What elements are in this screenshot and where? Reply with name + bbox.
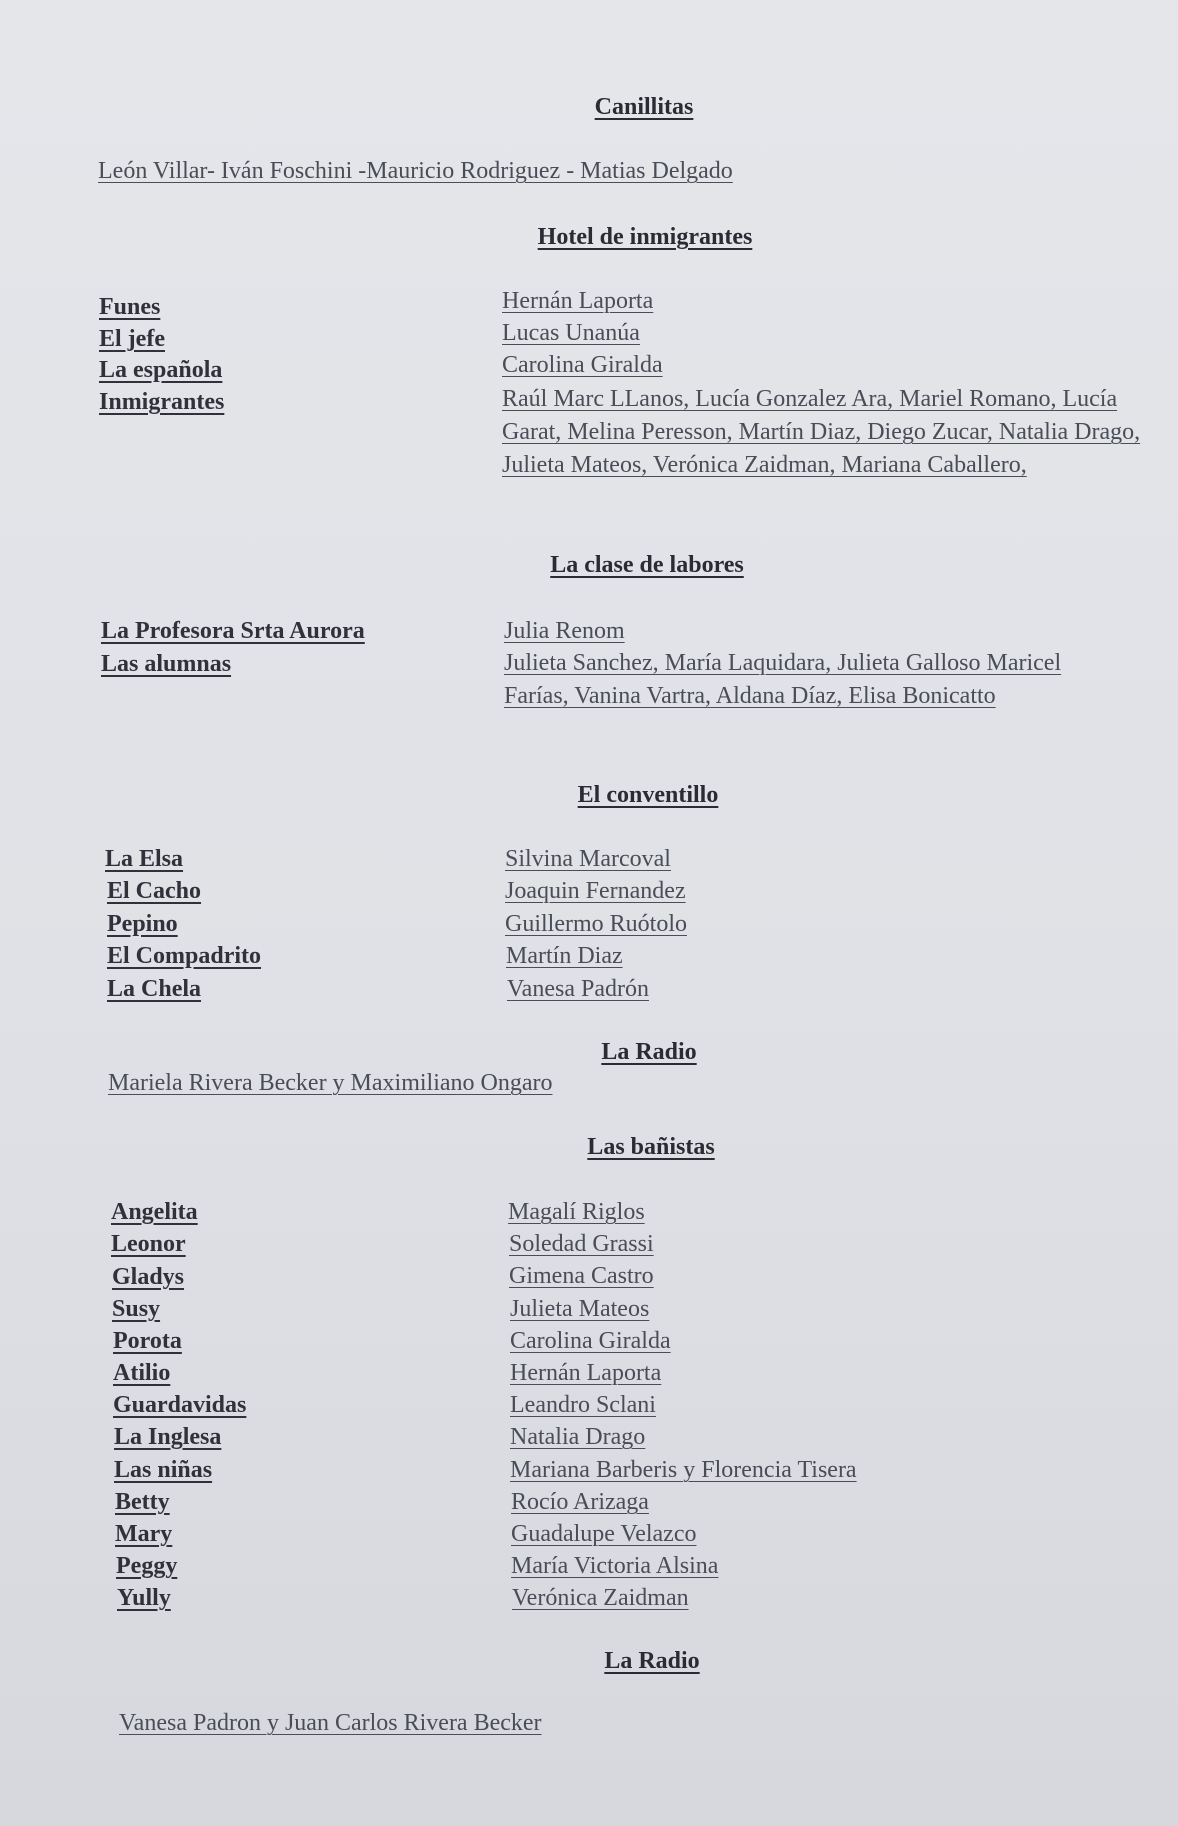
canillitas-cast-line: León Villar- Iván Foschini -Mauricio Rodriguez - Matias Delgado	[98, 158, 733, 184]
radio-cast-line: Mariela Rivera Becker y Maximiliano Ongaro	[108, 1070, 553, 1096]
section-title-radio: La Radio	[604, 1648, 700, 1674]
actor-name: Carolina Giralda	[502, 352, 663, 378]
role-name: Atilio	[113, 1360, 171, 1386]
actor-name: Leandro Sclani	[510, 1392, 656, 1418]
actor-name: Hernán Laporta	[502, 288, 654, 314]
section-title-canillitas: Canillitas	[594, 94, 694, 120]
role-name: La Chela	[107, 976, 202, 1002]
role-name: Mary	[115, 1521, 173, 1547]
role-name: Funes	[99, 294, 161, 320]
actor-name: Hernán Laporta	[510, 1360, 662, 1386]
actor-list: Julieta Sanchez, María Laquidara, Julieta Galloso Maricel Farías, Vanina Vartra, Aldana Díaz, Elisa Bonicatto	[504, 650, 1062, 709]
section-title-banistas: Las bañistas	[587, 1134, 715, 1160]
role-name: Peggy	[116, 1553, 178, 1579]
role-name: Pepino	[107, 911, 178, 937]
actor-name: Lucas Unanúa	[502, 320, 640, 346]
role-name: Porota	[113, 1328, 182, 1354]
role-name: Susy	[112, 1296, 161, 1322]
actor-name: Martín Diaz	[506, 943, 623, 969]
role-name: El jefe	[99, 326, 165, 352]
actor-name: Rocío Arizaga	[511, 1489, 649, 1515]
role-name: La Inglesa	[114, 1424, 222, 1450]
role-name: El Cacho	[107, 878, 202, 904]
actor-name: Joaquin Fernandez	[505, 878, 686, 904]
role-name: Gladys	[112, 1264, 185, 1290]
actor-list: Raúl Marc LLanos, Lucía Gonzalez Ara, Mariel Romano, Lucía Garat, Melina Peresson, Martín Diaz, Diego Zucar, Natalia Drago, Julieta Mateos, Verónica Zaidman, Mariana Caballero,	[502, 386, 1141, 478]
actor-name: Verónica Zaidman	[512, 1585, 689, 1611]
actor-name: Silvina Marcoval	[505, 846, 671, 872]
section-title-labores: La clase de labores	[550, 552, 744, 578]
section-title-hotel: Hotel de inmigrantes	[537, 224, 753, 250]
role-name: La Elsa	[105, 846, 184, 872]
actor-name: Mariana Barberis y Florencia Tisera	[510, 1457, 857, 1483]
role-name: El Compadrito	[107, 943, 262, 969]
section-title-radio: La Radio	[601, 1039, 697, 1065]
actor-name: Julieta Mateos	[510, 1296, 650, 1322]
role-name: Las alumnas	[101, 651, 232, 677]
role-name: Leonor	[111, 1231, 186, 1257]
actor-name: Natalia Drago	[510, 1424, 646, 1450]
actor-name: María Victoria Alsina	[511, 1553, 719, 1579]
role-name: Yully	[117, 1585, 171, 1611]
role-name: Las niñas	[114, 1457, 213, 1483]
actor-name: Carolina Giralda	[510, 1328, 671, 1354]
role-name: Inmigrantes	[99, 389, 225, 415]
section-title-conventillo: El conventillo	[577, 782, 719, 808]
role-name: Guardavidas	[113, 1392, 247, 1418]
actor-name: Julia Renom	[504, 618, 625, 644]
actor-name: Guillermo Ruótolo	[505, 911, 687, 937]
actor-name: Magalí Riglos	[508, 1199, 645, 1225]
actor-name: Guadalupe Velazco	[511, 1521, 697, 1547]
role-name: La Profesora Srta Aurora	[101, 618, 365, 644]
role-name: Angelita	[111, 1199, 198, 1225]
actor-name: Gimena Castro	[509, 1263, 654, 1289]
actor-name: Soledad Grassi	[509, 1231, 654, 1257]
actor-name: Vanesa Padrón	[507, 976, 649, 1002]
radio-cast-line: Vanesa Padron y Juan Carlos Rivera Becker	[119, 1710, 542, 1736]
role-name: La española	[99, 357, 223, 383]
role-name: Betty	[115, 1489, 170, 1515]
